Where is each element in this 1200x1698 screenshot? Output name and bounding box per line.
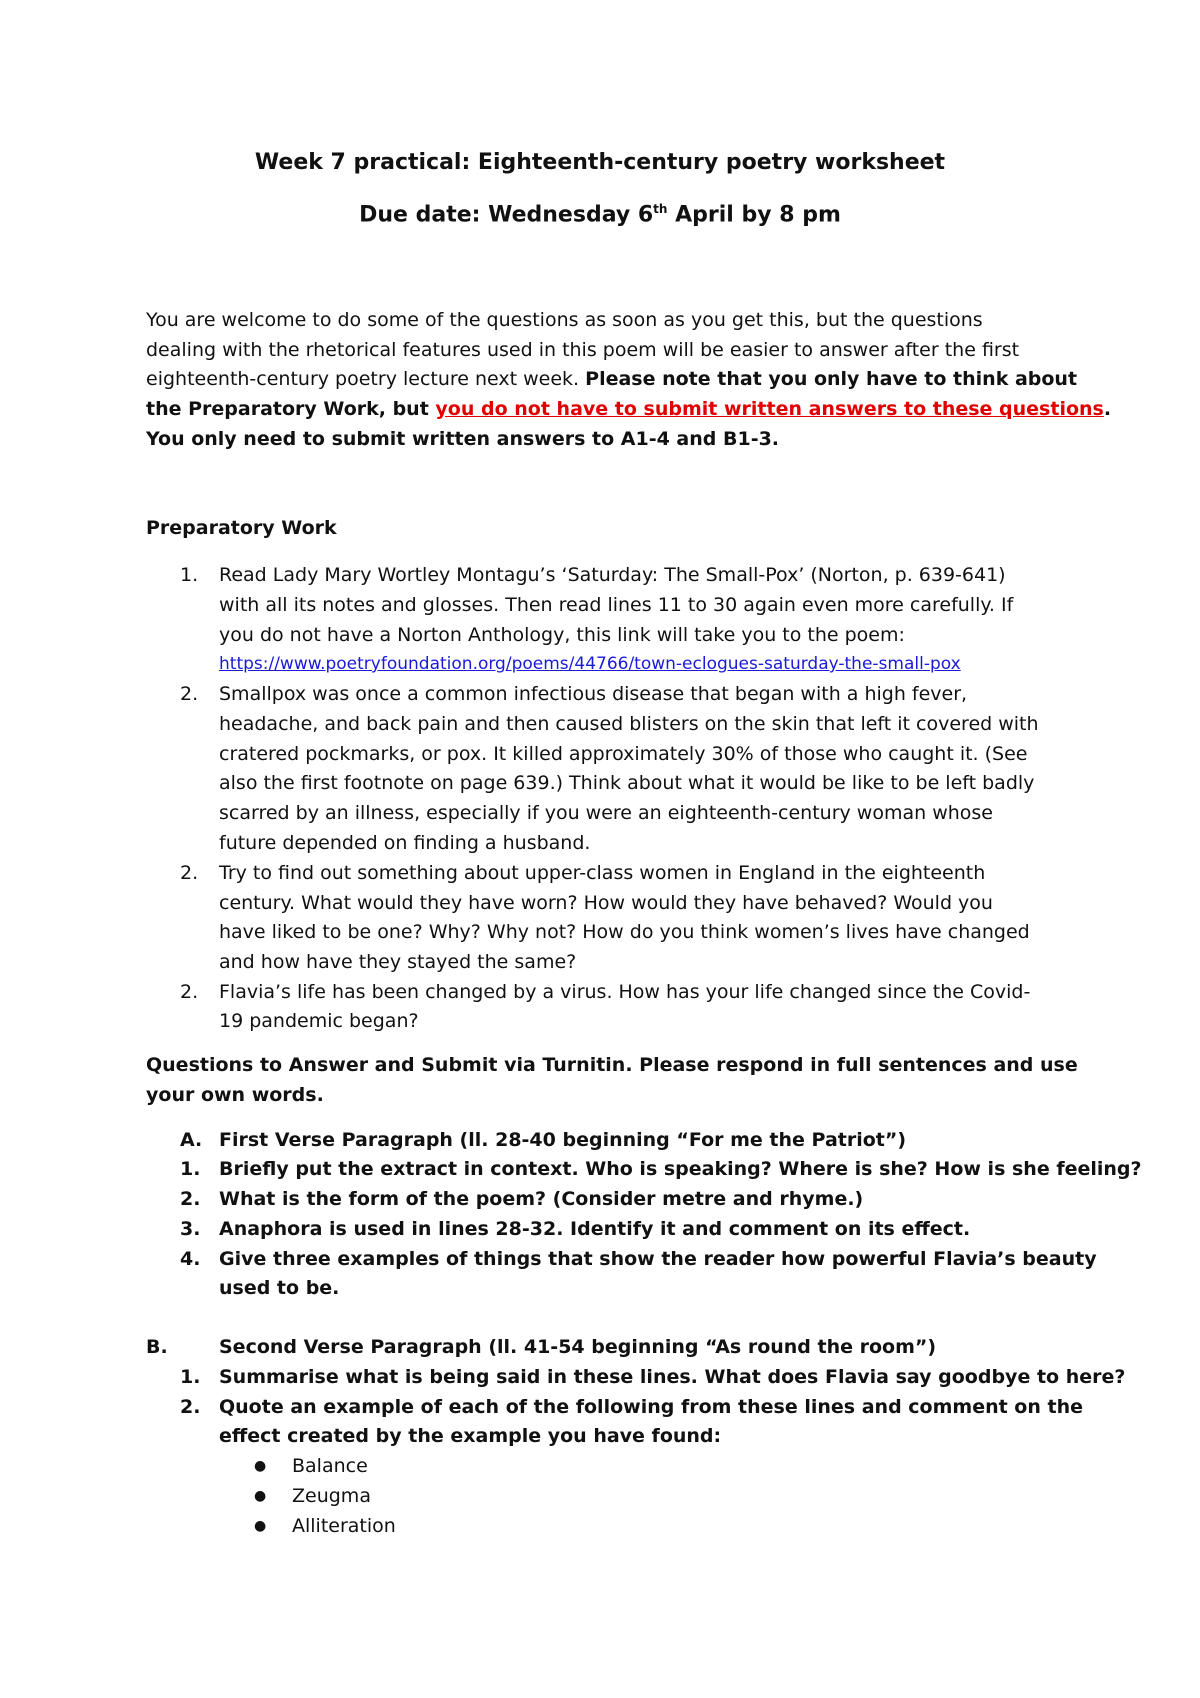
list-number: 2. — [180, 1396, 201, 1418]
list-line: Smallpox was once a common infectious disease that began with a high fever, — [219, 683, 968, 705]
list-number: 1. — [180, 564, 199, 586]
question-a4-cont: used to be. — [219, 1277, 340, 1299]
intro-line-2: dealing with the rhetorical features used in this poem will be easier to answer after the first — [146, 339, 1020, 361]
section-a-title: First Verse Paragraph (ll. 28-40 beginning “For me the Patriot”) — [219, 1129, 907, 1151]
bullet-icon: ● — [254, 1518, 267, 1534]
prep-heading: Preparatory Work — [146, 517, 337, 539]
list-line: with all its notes and glosses. Then read lines 11 to 30 again even more carefully. If — [219, 594, 1014, 616]
question-b2: Quote an example of each of the following from these lines and comment on the — [219, 1396, 1083, 1418]
list-line: you do not have a Norton Anthology, this link will take you to the poem: — [219, 624, 905, 646]
list-line: cratered pockmarks, or pox. It killed approximately 30% of those who caught it. (See — [219, 743, 1028, 765]
questions-heading-line-2: your own words. — [146, 1084, 324, 1106]
intro-line-1: You are welcome to do some of the questions as soon as you get this, but the questions — [146, 309, 983, 331]
section-b-label: B. — [146, 1336, 168, 1358]
list-number: 2. — [180, 1188, 201, 1210]
list-number: 4. — [180, 1248, 201, 1270]
list-number: 2. — [180, 981, 199, 1003]
list-number: 2. — [180, 683, 199, 705]
bullet-item-zeugma: Zeugma — [292, 1485, 371, 1507]
list-line: and how have they stayed the same? — [219, 951, 577, 973]
bullet-icon: ● — [254, 1488, 267, 1504]
list-line: Try to find out something about upper-class women in England in the eighteenth — [219, 862, 986, 884]
bullet-icon: ● — [254, 1458, 267, 1474]
list-number: 1. — [180, 1158, 201, 1180]
section-b-title: Second Verse Paragraph (ll. 41-54 beginning “As round the room”) — [219, 1336, 937, 1358]
question-a1: Briefly put the extract in context. Who is speaking? Where is she? How is she feeling? — [219, 1158, 1142, 1180]
list-line: century. What would they have worn? How would they have behaved? Would you — [219, 892, 993, 914]
list-number: 2. — [180, 862, 199, 884]
list-line: future depended on finding a husband. — [219, 832, 591, 854]
list-line: Read Lady Mary Wortley Montagu’s ‘Saturday: The Small-Pox’ (Norton, p. 639-641) — [219, 564, 1006, 586]
list-line: headache, and back pain and then caused blisters on the skin that left it covered with — [219, 713, 1039, 735]
questions-heading-line-1: Questions to Answer and Submit via Turnitin. Please respond in full sentences and use — [146, 1054, 1078, 1076]
list-line: Flavia’s life has been changed by a virus. How has your life changed since the Covid- — [219, 981, 1031, 1003]
bullet-item-alliteration: Alliteration — [292, 1515, 396, 1537]
list-line: 19 pandemic began? — [219, 1010, 419, 1032]
list-number: 1. — [180, 1366, 201, 1388]
list-line: also the first footnote on page 639.) Think about what it would be like to be left badly — [219, 772, 1035, 794]
section-a-label: A. — [180, 1129, 203, 1151]
list-line: have liked to be one? Why? Why not? How do you think women’s lives have changed — [219, 921, 1030, 943]
list-line: scarred by an illness, especially if you were an eighteenth-century woman whose — [219, 802, 993, 824]
question-b1: Summarise what is being said in these lines. What does Flavia say goodbye to here? — [219, 1366, 1126, 1388]
intro-line-4: the Preparatory Work, but you do not have to submit written answers to these questions. — [146, 398, 1112, 420]
question-a3: Anaphora is used in lines 28-32. Identify it and comment on its effect. — [219, 1218, 971, 1240]
intro-line-3: eighteenth-century poetry lecture next week. Please note that you only have to think about — [146, 368, 1078, 390]
bullet-item-balance: Balance — [292, 1455, 368, 1477]
page-title: Week 7 practical: Eighteenth-century poetry worksheet — [254, 150, 946, 175]
question-a4: Give three examples of things that show the reader how powerful Flavia’s beauty — [219, 1248, 1097, 1270]
question-a2: What is the form of the poem? (Consider metre and rhyme.) — [219, 1188, 864, 1210]
list-number: 3. — [180, 1218, 201, 1240]
poem-link[interactable]: https://www.poetryfoundation.org/poems/44766/town-eclogues-saturday-the-small-pox — [219, 654, 961, 674]
due-date: Due date: Wednesday 6th April by 8 pm — [359, 202, 841, 228]
question-b2-cont: effect created by the example you have found: — [219, 1425, 722, 1447]
no-submit-emphasis: you do not have to submit written answers to these questions — [435, 398, 1104, 420]
intro-line-5: You only need to submit written answers to A1-4 and B1-3. — [146, 428, 780, 450]
